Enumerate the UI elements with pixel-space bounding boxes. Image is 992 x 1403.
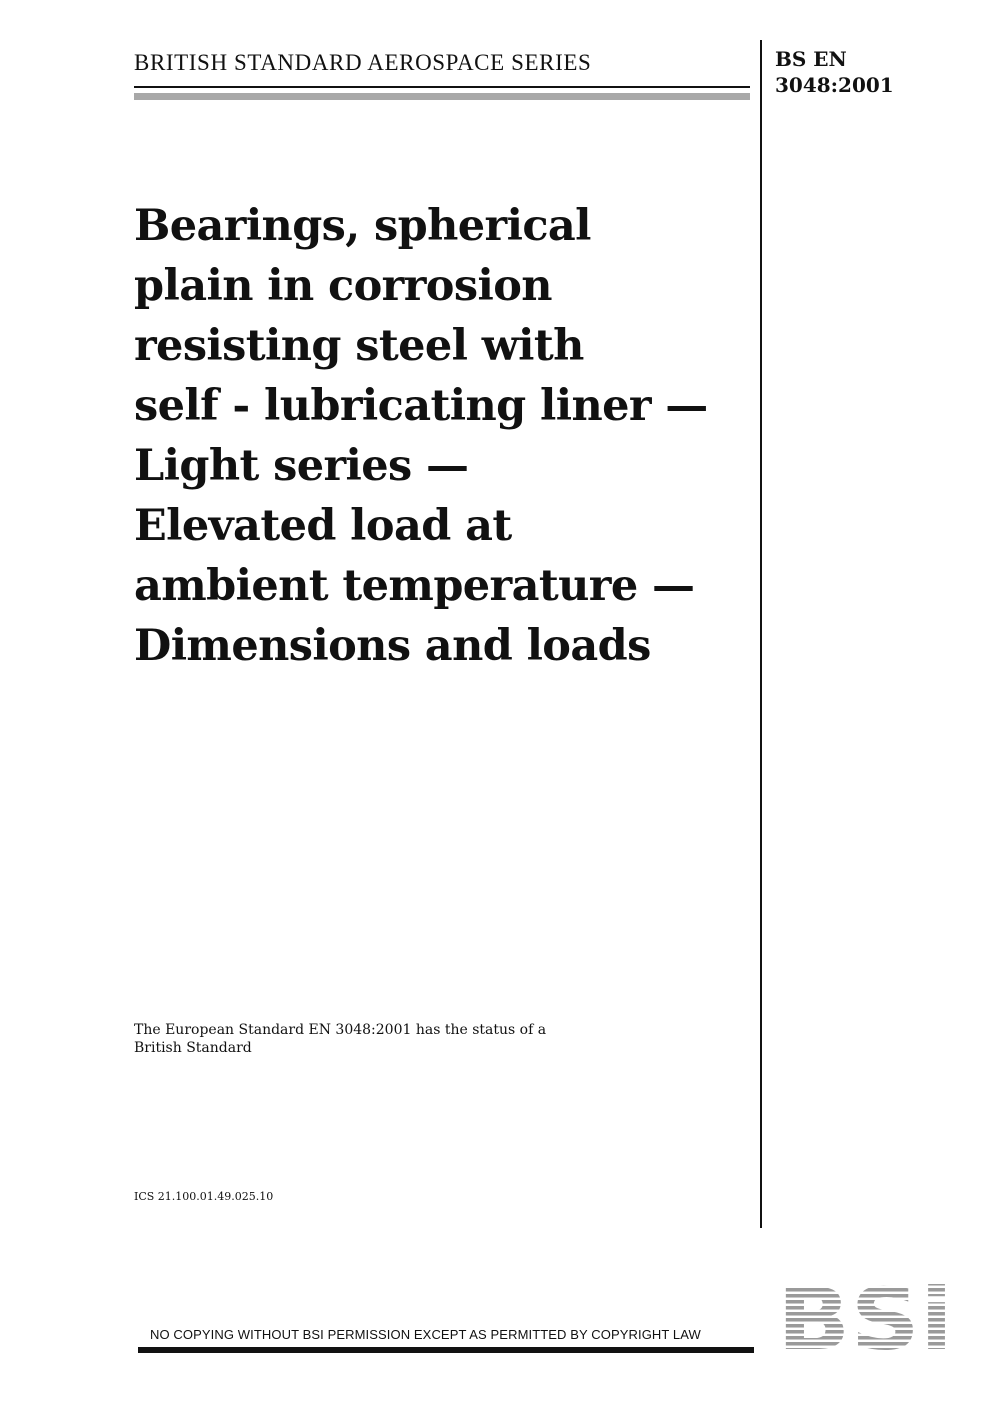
document-title [134, 196, 754, 676]
title-line: Light series — [134, 441, 469, 491]
standard-number [775, 46, 894, 98]
title-line: Bearings, spherical [134, 201, 591, 251]
status-note-line2: British Standard [134, 1040, 252, 1056]
title-line: resisting steel with [134, 321, 584, 371]
title-line: plain in corrosion [134, 261, 552, 311]
standard-number-line1: BS EN [775, 47, 847, 71]
series-label: BRITISH STANDARD AEROSPACE SERIES [134, 50, 592, 75]
header-rule-grey [134, 93, 750, 100]
title-line: Dimensions and loads [134, 621, 651, 671]
title-line: ambient temperature — [134, 561, 695, 611]
title-line: self - lubricating liner — [134, 381, 708, 431]
copyright-notice: NO COPYING WITHOUT BSI PERMISSION EXCEPT AS PERMITTED BY COPYRIGHT LAW [150, 1327, 701, 1342]
ics-code: ICS 21.100.01.49.025.10 [134, 1190, 274, 1203]
standard-number-line2: 3048:2001 [775, 73, 894, 97]
status-note-line1: The European Standard EN 3048:2001 has the status of a [134, 1022, 547, 1038]
header-rule-thin [134, 86, 750, 88]
title-line: Elevated load at [134, 501, 512, 551]
status-note [134, 1021, 546, 1057]
footer-rule [138, 1347, 754, 1353]
vertical-divider [760, 40, 762, 1228]
bsi-logo-icon [776, 1276, 956, 1356]
